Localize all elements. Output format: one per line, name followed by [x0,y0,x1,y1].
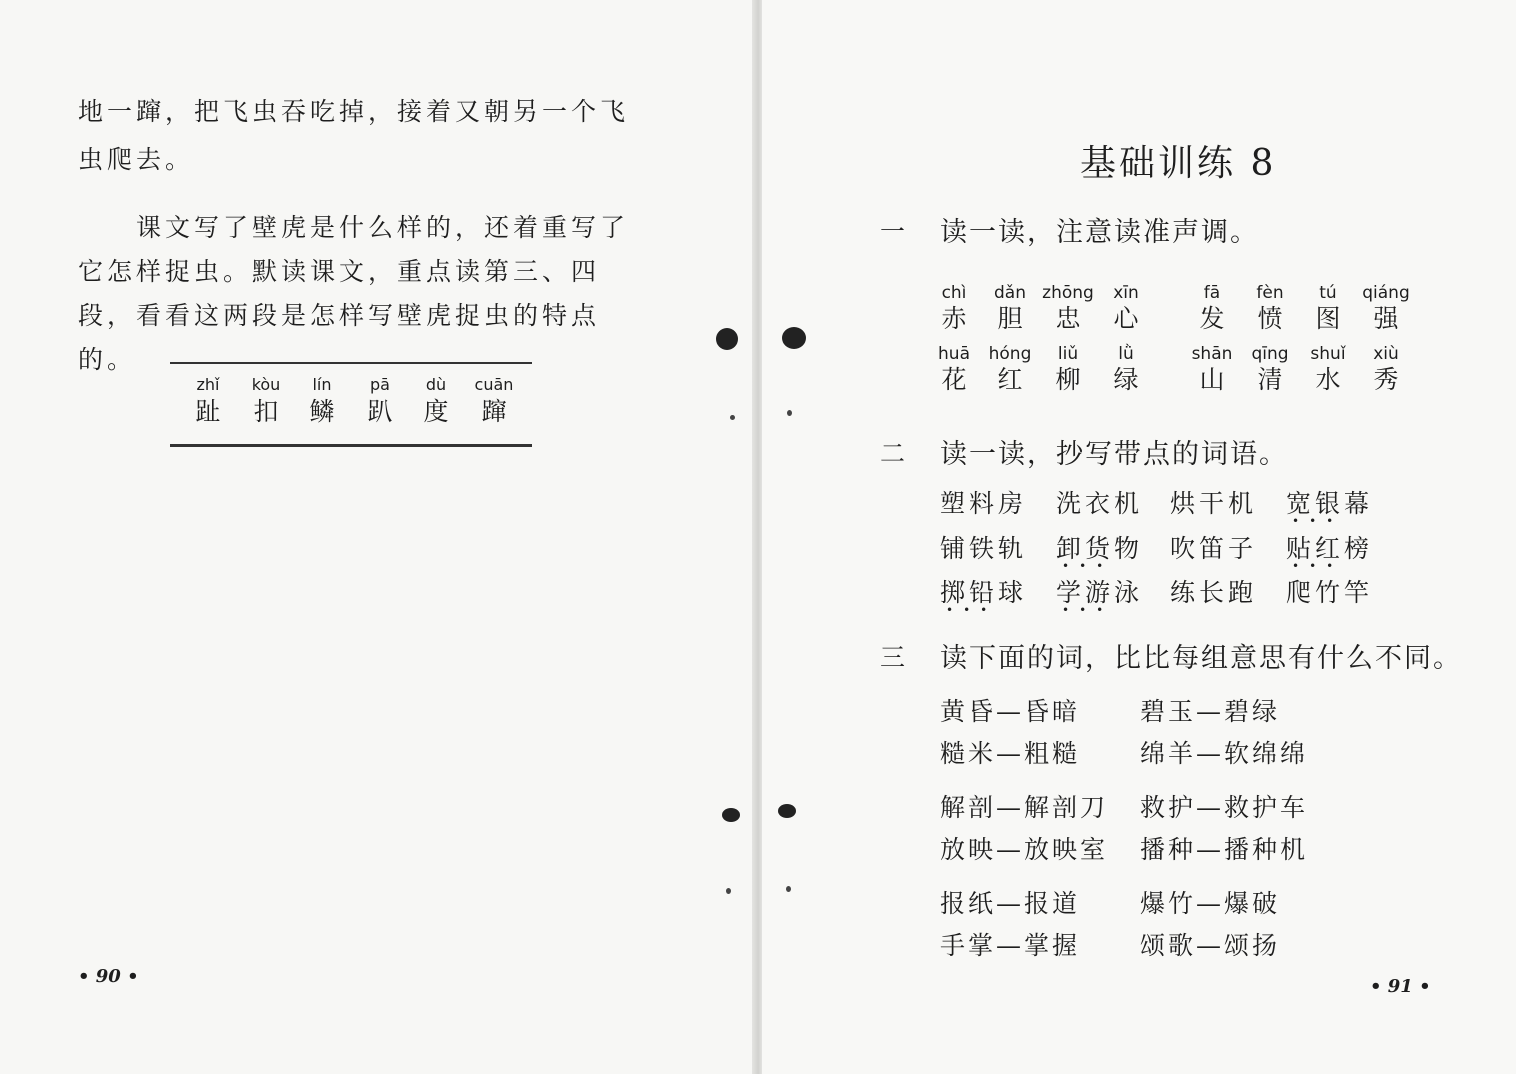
word-pair: 播种—播种机 [1140,835,1309,864]
word-item-dotted: 宽银幕 [1286,489,1374,518]
pinyin: liǔ [1057,344,1079,364]
pinyin: lǜ [1118,344,1134,364]
binding-hole-mark [722,808,740,822]
emphasis-dots: ••• [1292,559,1344,573]
left-page [0,0,757,1074]
pinyin: tú [1319,283,1337,303]
pinyin: shān [1191,344,1233,364]
pinyin: huā [938,344,970,364]
char: 绿 [1113,365,1139,394]
word-pair: 报纸—报道 [940,889,1081,918]
word-pair: 爆竹—爆破 [1140,889,1281,918]
vocab-item [352,374,408,428]
pinyin: chì [941,283,967,303]
emphasis-dots: ••• [1292,514,1344,528]
exercise-3-instruction: 读下面的词，比比每组意思有什么不同。 [940,643,1462,674]
vocab-item [238,374,294,428]
vocab-char: 鳞 [309,397,335,426]
pinyin-word [982,343,1038,395]
word-pair: 黄昏—昏暗 [940,697,1081,726]
pinyin-word [926,282,982,334]
word-pair: 救护—救护车 [1140,793,1309,822]
word-pair: 放映—放映室 [940,835,1109,864]
new-words-box [170,362,532,447]
pinyin-word [1242,343,1298,395]
vocab-item [294,374,350,428]
pinyin: zhōng [1042,283,1094,303]
word-item: 烘干机 [1170,489,1258,518]
speck-mark [726,888,731,894]
binding-hole-mark [782,327,806,349]
emphasis-dots: ••• [1062,603,1114,617]
pinyin-word [1184,343,1240,395]
char: 发 [1199,304,1225,333]
binding-hole-mark [716,328,738,350]
pinyin-word [1040,282,1096,334]
binding-hole-mark [778,804,796,818]
char: 秀 [1373,365,1399,394]
pinyin-word [1358,343,1414,395]
vocab-pinyin: zhǐ [196,375,220,394]
word-item: 吹笛子 [1170,534,1258,563]
word-item-dotted: 学游泳 [1056,578,1144,607]
vocab-item [466,374,522,428]
word-pair: 手掌—掌握 [940,931,1081,960]
char: 愤 [1257,304,1283,333]
pinyin-word [1300,282,1356,334]
vocab-char: 趾 [195,397,221,426]
pinyin-word [982,282,1038,334]
word-pair: 颂歌—颂扬 [1140,931,1281,960]
pinyin: xiù [1373,344,1399,364]
pinyin: fèn [1256,283,1284,303]
char: 山 [1199,365,1225,394]
page-number-left: • 90 • [78,966,139,987]
speck-mark [787,410,792,416]
char: 胆 [997,304,1023,333]
vocab-char: 蹿 [481,397,507,426]
pinyin-word [1040,343,1096,395]
page-number-right: • 91 • [1370,976,1431,997]
emphasis-dots: ••• [946,603,998,617]
word-pair: 解剖—解剖刀 [940,793,1109,822]
char: 柳 [1055,365,1081,394]
pinyin: shuǐ [1310,344,1346,364]
exercise-number-2: 二 [880,439,906,468]
exercise-number-1: 一 [880,217,906,246]
exercise-number-3: 三 [880,643,906,672]
char: 赤 [941,304,967,333]
pinyin: fā [1203,283,1221,303]
exercise-2-instruction: 读一读，抄写带点的词语。 [940,439,1288,470]
emphasis-dots: ••• [1062,559,1114,573]
pinyin: xīn [1113,283,1139,303]
reading-instruction-paragraph: 课文写了壁虎是什么样的，还着重写了它怎样捉虫。默读课文，重点读第三、四段，看看这两段是怎样写壁虎捉虫的特点的。 [78,213,630,374]
char: 红 [997,365,1023,394]
lesson-paragraph-ending: 地一蹿，把飞虫吞吃掉，接着又朝另一个飞虫爬去。 [78,97,630,174]
char: 清 [1257,365,1283,394]
char: 强 [1373,304,1399,333]
pinyin: hóng [988,344,1032,364]
pinyin: qiáng [1362,283,1410,303]
word-pair: 糙米—粗糙 [940,739,1081,768]
word-item: 铺铁轨 [940,534,1028,563]
word-item-dotted: 掷铅球 [940,578,1028,607]
vocab-char: 趴 [367,397,393,426]
pinyin-word [926,343,982,395]
vocab-item [180,374,236,428]
pinyin-word [1242,282,1298,334]
char: 图 [1315,304,1341,333]
vocab-pinyin: kòu [251,375,281,394]
pinyin-word [1300,343,1356,395]
vocab-pinyin: cuān [474,375,514,394]
section-title: 基础训练 8 [1080,143,1277,184]
char: 花 [941,365,967,394]
pinyin-word [1358,282,1414,334]
pinyin: dǎn [994,283,1026,303]
pinyin-word [1098,343,1154,395]
vocab-pinyin: pā [370,375,390,394]
pinyin: qīng [1251,344,1289,364]
pinyin-word [1184,282,1240,334]
word-item-dotted: 贴红榜 [1286,534,1374,563]
vocab-item [408,374,464,428]
word-item: 练长跑 [1170,578,1258,607]
char: 水 [1315,365,1341,394]
word-item: 洗衣机 [1056,489,1144,518]
char: 心 [1113,304,1139,333]
word-item: 塑料房 [940,489,1028,518]
word-item-dotted: 卸货物 [1056,534,1144,563]
vocab-pinyin: lín [312,375,332,394]
pinyin-word [1098,282,1154,334]
word-pair: 碧玉—碧绿 [1140,697,1281,726]
exercise-1-instruction: 读一读，注意读准声调。 [940,217,1259,248]
vocab-char: 度 [423,397,449,426]
vocab-char: 扣 [253,397,279,426]
word-pair: 绵羊—软绵绵 [1140,739,1309,768]
speck-mark [786,886,791,892]
vocab-pinyin: dù [425,375,447,394]
speck-mark [730,415,735,420]
word-item: 爬竹竿 [1286,578,1374,607]
char: 忠 [1055,304,1081,333]
